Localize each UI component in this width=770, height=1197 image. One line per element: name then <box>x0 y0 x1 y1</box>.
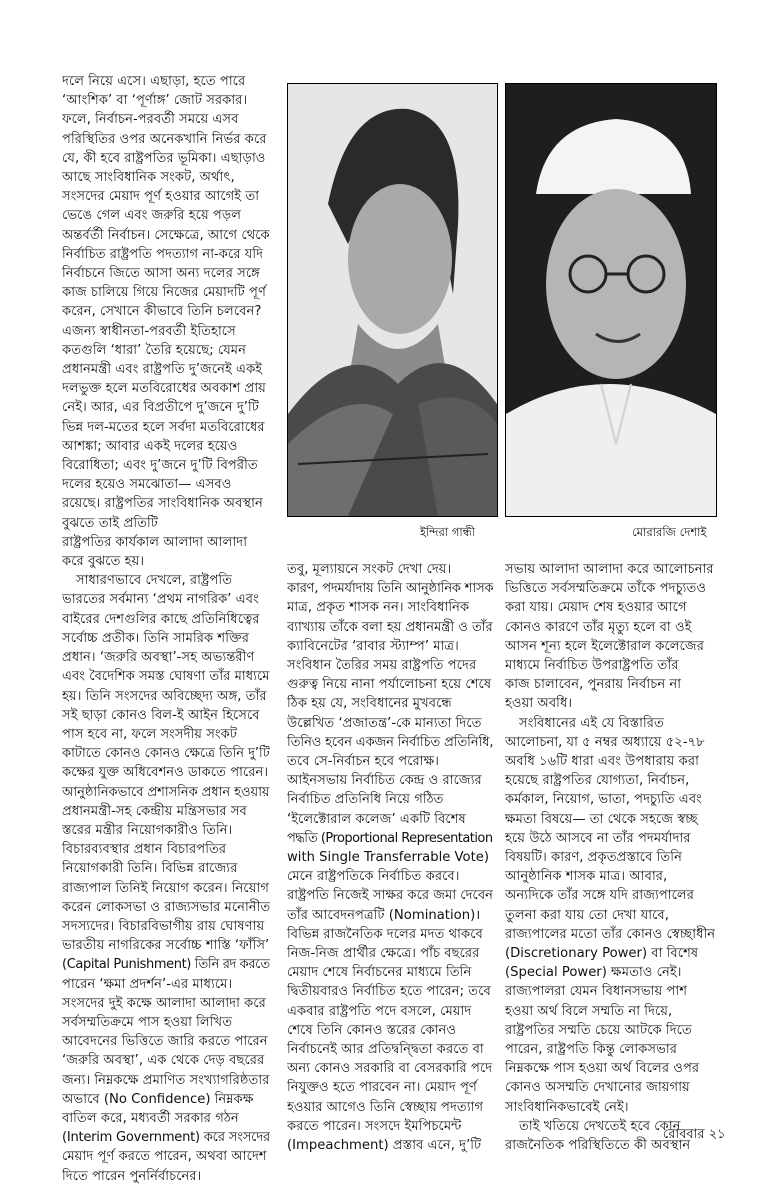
text-line: শেষে তিনি কোনও স্তরের কোনও <box>287 1022 457 1038</box>
text-line: রয়েছে। রাষ্ট্রপতির সাংবিধানিক অবস্থান <box>62 496 263 512</box>
text-line: আলোচনা, যা ৫ নম্বর অধ্যায়ে ৫২-৭৮ <box>505 734 705 750</box>
text-line: বাইরের দেশগুলির কাছে প্রতিনিধিত্বের <box>62 611 260 627</box>
text-line: ‘জরুরি অবস্থা’, এক থেকে দেড় বছরের <box>62 1053 265 1069</box>
text-line: নির্বাচনেই আর প্রতিদ্বন্দ্বিতা করতে বা <box>287 1042 484 1058</box>
text-line: বিচারব্যবস্থার প্রধান বিচারপতির <box>62 842 227 858</box>
text-line: ‘ইলেক্টোরাল কলেজ’ একটি বিশেষ <box>287 811 466 827</box>
text-line: রাষ্ট্রপতি নিজেই সাক্ষর করে জমা দেবেন <box>287 888 493 904</box>
photo-caption-right: মোরারজি দেশাই <box>632 525 707 539</box>
text-line: (Discretionary Power) বা বিশেষ <box>505 946 699 962</box>
text-line: সংবিধানের এই যে বিস্তারিত <box>519 715 664 731</box>
text-line: নেই। আর, এর বিপ্রতীপে দু’জনে দু’টি <box>62 400 259 416</box>
text-line: রাষ্ট্রপতির সম্মতি চেয়ে আটকে দিতে <box>505 1022 692 1038</box>
text-line: সাংবিধানিকভাবেই নেই। <box>505 1099 629 1115</box>
text-line: রাজ্যপালরা যেমন বিধানসভায় পাশ <box>505 984 688 1000</box>
text-line: নিম্নকক্ষে পাস হওয়া অর্থ বিলের ওপর <box>505 1061 700 1077</box>
text-line: তবে সে-নির্বাচন হবে পরোক্ষ। <box>287 754 440 770</box>
text-line: ভেঙে গেল এবং জরুরি হয়ে পড়ল <box>62 208 242 224</box>
text-line: গুরুত্ব নিয়ে নানা পর্যালোচনা হয়ে শেষে <box>287 677 492 693</box>
text-line: ভিন্ন দল-মতের হলে সর্বদা মতবিরোধের <box>62 419 265 435</box>
text-line: দলভুক্ত হলে মতবিরোধের অবকাশ প্রায় <box>62 381 266 397</box>
text-line: দলে নিয়ে এসে। এছাড়া, হতে পারে <box>62 74 246 89</box>
text-line: কাজ চালাবেন, পুনরায় নির্বাচন না <box>505 677 682 693</box>
text-line: বুঝতে তাই প্রতিটি <box>62 515 158 531</box>
text-line: যে, কী হবে রাষ্ট্রপতির ভূমিকা। এছাড়াও <box>62 150 266 166</box>
text-line: নির্বাচনে জিতে আসা অন্য দলের সঙ্গে <box>62 266 260 282</box>
article-column-1 <box>62 72 270 1186</box>
text-line: কোনও কারণে তাঁর মৃত্যু হলে বা ওই <box>505 619 692 635</box>
text-line: ক্যাবিনেটের ‘রাবার স্ট্যাম্প’ মাত্র। <box>287 638 459 654</box>
text-line: (Interim Government) করে সংসদের <box>62 1130 270 1146</box>
text-line: আনুষ্ঠানিকভাবে প্রশাসনিক প্রধান হওয়ায় <box>62 784 270 800</box>
text-line: কোনও অসম্মতি দেখানোর জায়গায় <box>505 1080 690 1096</box>
text-line: অন্য কোনও সরকারি বা বেসরকারি পদে <box>287 1061 493 1077</box>
text-line: করা যায়। মেয়াদ শেষ হওয়ার আগে <box>505 600 687 616</box>
text-line: সংসদের দুই কক্ষে আলাদা আলাদা করে <box>62 995 266 1011</box>
text-line: মাধ্যমে নির্বাচিত উপরাষ্ট্রপতি তাঁর <box>505 658 679 674</box>
text-line: আসন শূন্য হলে ইলেক্টোরাল কলেজের <box>505 638 704 654</box>
text-line: করতে পারেন। সংসদে ইমপিচমেন্ট <box>287 1118 462 1134</box>
text-line: তাঁর আবেদনপত্রটি (Nomination)। <box>287 907 481 923</box>
text-line: ক্ষমতা বিষয়ে— তা থেকে সহজে স্বচ্ছ <box>505 811 698 827</box>
text-line: পাস হবে না, ফলে সংসদীয় সংকট <box>62 726 238 742</box>
text-line: স্তরের মন্ত্রীর নিয়োগকারীও তিনি। <box>62 822 233 838</box>
text-line: সংবিধান তৈরির সময় রাষ্ট্রপতি পদের <box>287 658 477 674</box>
portrait-illustration-right <box>506 84 716 516</box>
text-line: পারেন ‘ক্ষমা প্রদর্শন’-এর মাধ্যমে। <box>62 976 233 992</box>
text-line: সই ছাড়া কোনও বিল-ই আইন হিসেবে <box>62 707 260 723</box>
text-line: ‘আংশিক’ বা ‘পূর্ণাঙ্গ’ জোট সরকার। <box>62 93 248 109</box>
text-line: করে বুঝতে হয়। <box>62 554 145 570</box>
text-line: জন্য। নিম্নকক্ষে প্রমাণিত সংখ্যাগরিষ্ঠতার <box>62 1072 270 1088</box>
text-line: এজন্য স্বাধীনতা-পরবর্তী ইতিহাসে <box>62 323 236 339</box>
text-line: সভায় আলাদা আলাদা করে আলোচনার <box>505 562 714 577</box>
text-line: হয়ে উঠে আসবে না তাঁর পদমর্যাদার <box>505 830 691 846</box>
text-line: নিয়োগকারী তিনি। বিভিন্ন রাজ্যের <box>62 861 238 877</box>
text-line: আশঙ্কা; আবার একই দলের হয়েও <box>62 438 238 454</box>
text-line: সর্বসম্মতিক্রমে পাস হওয়া লিখিত <box>62 1014 233 1030</box>
text-line: তবু, মূল্যায়নে সংকট দেখা দেয়। <box>287 562 452 577</box>
text-line: ফলে, নির্বাচন-পরবর্তী সময়ে এসব <box>62 112 239 128</box>
text-line: আইনসভায় নির্বাচিত কেন্দ্র ও রাজ্যের <box>287 773 482 789</box>
portrait-illustration-left <box>288 84 497 516</box>
text-line: বাতিল করে, মধ্যবর্তী সরকার গঠন <box>62 1110 239 1126</box>
text-line: প্রধান। ‘জরুরি অবস্থা’-সহ অভ্যন্তরীণ <box>62 650 255 666</box>
text-line: এবং বৈদেশিক সমস্ত ঘোষণা তাঁর মাধ্যমে <box>62 669 270 685</box>
text-line: কর্মকাল, নিয়োগ, ভাতা, পদচ্যুতি এবং <box>505 792 702 808</box>
text-line: (Special Power) ক্ষমতাও নেই। <box>505 965 682 981</box>
text-line: রাজ্যপালের মতো তাঁর কোনও স্বেচ্ছাধীন <box>505 926 715 942</box>
text-line: প্রধানমন্ত্রী এবং রাষ্ট্রপতি দু’জনেই একই <box>62 362 263 378</box>
text-line: কারণ, পদমর্যাদায় তিনি আনুষ্ঠানিক শাসক <box>287 581 493 597</box>
text-line: হওয়ার আগেও তিনি স্বেচ্ছায় পদত্যাগ <box>287 1099 484 1115</box>
text-line: একবার রাষ্ট্রপতি পদে বসলে, মেয়াদ <box>287 1003 472 1019</box>
text-line: সর্বোচ্চ প্রতীক। তিনি সামরিক শক্তির <box>62 630 250 646</box>
text-line: নিযুক্তও হতে পারবেন না। মেয়াদ পূর্ণ <box>287 1080 477 1096</box>
text-line: মেয়াদ শেষে নির্বাচনের মাধ্যমে তিনি <box>287 965 472 981</box>
text-line: সাধারণভাবে দেখলে, রাষ্ট্রপতি <box>76 573 233 589</box>
text-line: আছে সাংবিধানিক সংকট, অর্থাৎ, <box>62 170 235 186</box>
text-line: ভারতের সর্বমান্য ‘প্রথম নাগরিক’ এবং <box>62 592 259 608</box>
text-line: রাজনৈতিক পরিস্থিতিতে কী অবস্থান <box>505 1138 691 1154</box>
text-line: হওয়া অবধি। <box>505 696 573 712</box>
text-line: ব্যাখ্যায় তাঁকে বলা হয় প্রধানমন্ত্রী ও তাঁর <box>287 619 493 635</box>
text-line: হয়েছে রাষ্ট্রপতির যোগ্যতা, নির্বাচন, <box>505 773 690 789</box>
text-line: তুলনা করা যায় তো দেখা যাবে, <box>505 907 669 923</box>
text-line: বিষয়টি। কারণ, প্রকৃতপ্রস্তাবে তিনি <box>505 850 682 866</box>
portrait-photo-left <box>287 83 498 517</box>
text-line: পরিস্থিতির ওপর অনেকখানি নির্ভর করে <box>62 131 267 147</box>
text-line: উল্লেখিত ‘প্রজাতন্ত্র’-কে মান্যতা দিতে <box>287 715 482 731</box>
text-line: আবেদনের ভিত্তিতে জারি করতে পারেন <box>62 1034 268 1050</box>
text-line: তিনিও হবেন একজন নির্বাচিত প্রতিনিধি, <box>287 734 493 750</box>
text-line: রাজ্যপাল তিনিই নিয়োগ করেন। নিয়োগ <box>62 880 269 896</box>
text-line: ভিত্তিতে সর্বসম্মতিক্রমে তাঁকে পদচ্যুতও <box>505 581 707 597</box>
text-line: দ্বিতীয়বারও নির্বাচিত হতে পারেন; তবে <box>287 984 491 1000</box>
text-line: মেনে রাষ্ট্রপতিকে নির্বাচিত করবে। <box>287 869 460 885</box>
text-line: (Impeachment) প্রস্তাব এনে, দু’টি <box>287 1138 482 1154</box>
article-column-2 <box>287 560 493 1155</box>
text-line: নির্বাচিত প্রতিনিধি নিয়ে গঠিত <box>287 792 444 808</box>
text-line: আনুষ্ঠানিক শাসক মাত্র। আবার, <box>505 869 668 885</box>
text-line: হয়। তিনি সংসদের অবিচ্ছেদ্য অঙ্গ, তাঁর <box>62 688 267 704</box>
text-line: ভারতীয় নাগরিকের সর্বোচ্চ শাস্তি ‘ফাঁসি’ <box>62 938 270 954</box>
text-line: সংসদের মেয়াদ পূর্ণ হওয়ার আগেই তা <box>62 189 260 205</box>
text-line: নিজ-নিজ প্রার্থীর ক্ষেত্রে। পাঁচ বছরের <box>287 946 480 962</box>
text-line: ঠিক হয় যে, সংবিধানের মুখবন্ধে <box>287 696 452 712</box>
text-line: করেন, সেখানে কীভাবে তিনি চলবেন? <box>62 304 262 320</box>
text-line: দিতে পারেন পুনর্নির্বাচনের। <box>62 1168 202 1184</box>
article-column-3 <box>505 560 715 1155</box>
text-line: with Single Transferrable Vote) <box>287 850 490 866</box>
text-line: প্রধানমন্ত্রী-সহ কেন্দ্রীয় মন্ত্রিসভার সব <box>62 803 247 819</box>
text-line: মেয়াদ পূর্ণ করতে পারেন, অথবা আদেশ <box>62 1149 267 1165</box>
text-line: (Capital Punishment) তিনি রদ করতে <box>62 957 270 973</box>
page-footer: রোববার ২১ <box>663 1127 726 1142</box>
text-line: দলের হয়েও সমঝোতা— এসবও <box>62 477 232 493</box>
text-line: অন্যদিকে তাঁর সঙ্গে যদি রাজ্যপালের <box>505 888 694 904</box>
text-line: নির্বাচিত রাষ্ট্রপতি পদত্যাগ না-করে যদি <box>62 246 264 262</box>
text-line: অন্তর্বর্তী নির্বাচন। সেক্ষেত্রে, আগে থেকে <box>62 227 270 243</box>
text-line: তাই খতিয়ে দেখতেই হবে কোন <box>519 1118 681 1134</box>
text-line: অভাবে (No Confidence) নিম্নকক্ষ <box>62 1091 254 1107</box>
text-line: বিরোধিতা; এবং দু’জনে দু’টি বিপরীত <box>62 458 258 474</box>
text-line: কক্ষের যুক্ত অধিবেশনও ডাকতে পারেন। <box>62 765 269 781</box>
text-line: অবধি ১৬টি ধারা এবং উপধারায় করা <box>505 754 699 770</box>
text-line: কাটাতে কোনও কোনও ক্ষেত্রে তিনি দু’টি <box>62 746 270 762</box>
photo-caption-left: ইন্দিরা গান্ধী <box>420 525 476 539</box>
text-line: সদস্যদের। বিচারবিভাগীয় রায় ঘোষণায় <box>62 918 265 934</box>
text-line: করেন লোকসভা ও রাজ্যসভার মনোনীত <box>62 899 270 915</box>
text-line: বিভিন্ন রাজনৈতিক দলের মদত থাকবে <box>287 926 483 942</box>
text-line: পারেন, রাষ্ট্রপতি কিন্তু লোকসভার <box>505 1042 678 1058</box>
text-line: রাষ্ট্রপতির কার্যকাল আলাদা আলাদা <box>62 534 248 550</box>
text-line: মাত্র, প্রকৃত শাসক নন। সাংবিধানিক <box>287 600 470 616</box>
text-line: কাজ চালিয়ে গিয়ে নিজের মেয়াদটি পূর্ণ <box>62 285 266 301</box>
portrait-photo-right <box>505 83 717 517</box>
text-line: পদ্ধতি (Proportional Representation <box>287 830 493 846</box>
text-line: কতগুলি ‘ধারা’ তৈরি হয়েছে; যেমন <box>62 342 246 358</box>
text-line: হওয়া অর্থ বিলে সম্মতি না দিয়ে, <box>505 1003 673 1019</box>
